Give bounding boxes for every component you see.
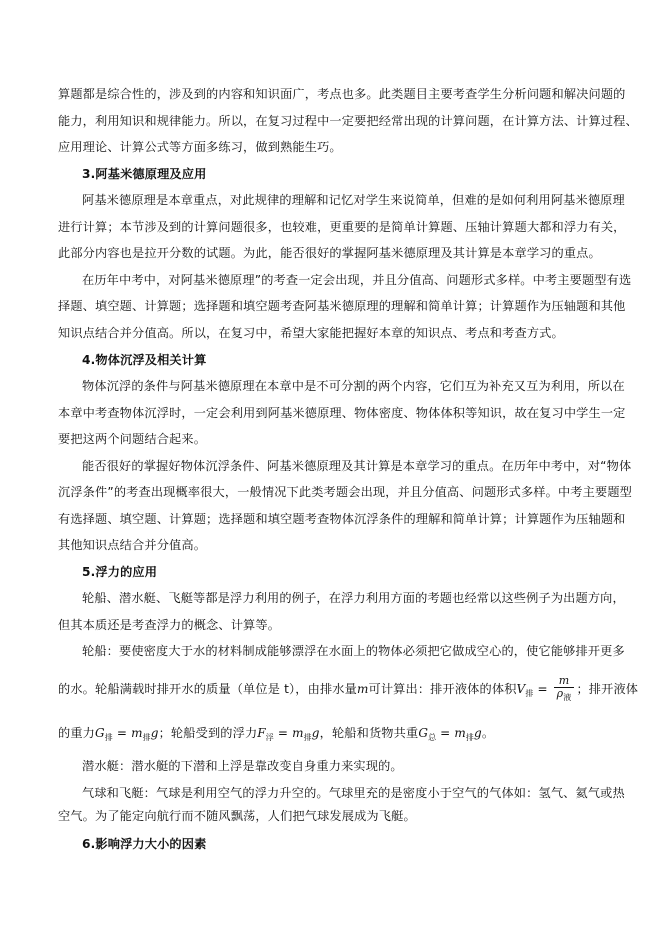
formula-line-weight: [58, 725, 606, 746]
equals-sign: =: [436, 726, 455, 740]
subscript: 排: [104, 733, 113, 742]
symbol-F: F: [257, 726, 266, 740]
text-run: ，轮船和货物共重: [319, 726, 419, 740]
formula-line-volume: [58, 674, 639, 704]
subscript: 排: [142, 733, 151, 742]
text-run: ；排开液体: [576, 682, 639, 696]
text-line: 空气。为了能定向航行而不随风飘荡，人们把气球发展成为飞艇。: [58, 809, 416, 823]
text-run: ；轮船受到的浮力: [158, 726, 258, 740]
symbol-m: m: [131, 726, 143, 740]
text-line: 在历年中考中，对阿基米德原理”的考查一定会出现，并且分值高、问题形式多样。中考主要题型有选: [82, 273, 632, 287]
text-line: 阿基米德原理是本章重点，对此规律的理解和记忆对学生来说简单，但难的是如何利用阿基米德原理: [82, 193, 625, 207]
text-line: 要把这两个问题结合起来。: [58, 432, 207, 446]
section-heading-4: 4.物体沉浮及相关计算: [82, 353, 207, 367]
fraction-denominator: [554, 688, 575, 704]
text-line: 有选择题、填空题、计算题；选择题和填空题考查物体沉浮条件的理解和简单计算；计算题作为压轴题和: [58, 512, 626, 526]
equals-sign: =: [533, 682, 552, 696]
section-heading-5: 5.浮力的应用: [82, 565, 158, 579]
text-line: 择题、填空题、计算题；选择题和填空题考查阿基米德原理的理解和简单计算；计算题作为压轴题和其他: [58, 299, 626, 313]
subscript: 排: [525, 689, 534, 698]
formula-G-displaced: [95, 726, 159, 740]
text-line: 进行计算；本节涉及到的计算问题很多，也较难，更重要的是简单计算题、压轴计算题大都和浮力有关，: [58, 220, 626, 234]
subscript: 浮: [265, 733, 274, 742]
equals-sign: =: [273, 726, 293, 740]
text-line: 能否很好的掌握好物体沉浮条件、阿基米德原理及其计算是本章学习的重点。在历年中考中，对“物体: [82, 459, 632, 473]
text-line: 本章中考查物体沉浮时，一定会利用到阿基米德原理、物体密度、物体体积等知识，故在复习中学生一定: [58, 406, 626, 420]
symbol-G: G: [418, 726, 429, 740]
symbol-m: m: [454, 726, 466, 740]
symbol-rho: ρ: [556, 687, 564, 700]
subscript: 排: [303, 733, 312, 742]
text-run: 。: [481, 726, 495, 740]
text-line: 沉浮条件”的考查出现概率很大，一般情况下此类考题会出现，并且分值高、问题形式多样。中考主要题型: [58, 485, 632, 499]
symbol-g: g: [150, 726, 159, 740]
text-line: 应用理论、计算公式等方面多练习，做到熟能生巧。: [58, 140, 342, 154]
text-line: 潜水艇：潜水艇的下潜和上浮是靠改变自身重力来实现的。: [82, 759, 403, 773]
symbol-V: V: [516, 682, 526, 696]
text-run: 的水。轮船满载时排开水的质量（单位是 t），由排水量: [58, 682, 357, 696]
subscript: 排: [465, 733, 475, 742]
section-heading-6: 6.影响浮力大小的因素: [82, 837, 207, 851]
subscript: 液: [563, 693, 572, 702]
text-line: 其他知识点结合并分值高。: [58, 538, 207, 552]
text-line: 轮船：要使密度大于水的材料制成能够漂浮在水面上的物体必须把它做成空心的，使它能够排开更多: [82, 644, 625, 658]
text-line: 轮船、潜水艇、飞艇等都是浮力利用的例子，在浮力利用方面的考题也经常以这些例子为出题方向，: [82, 591, 625, 605]
symbol-m: m: [356, 682, 369, 696]
section-heading-3: 3.阿基米德原理及应用: [82, 167, 207, 181]
text-line: 算题都是综合性的，涉及到的内容和知识面广，考点也多。此类题目主要考查学生分析问题和解决问题的: [58, 87, 626, 101]
fraction-numerator: m: [554, 675, 575, 688]
fraction: [554, 675, 575, 704]
text-line: 气球和飞艇：气球是利用空气的浮力升空的。气球里充的是密度小于空气的气体如：氢气、氦气或热: [82, 786, 625, 800]
symbol-g: g: [474, 726, 482, 740]
symbol-g: g: [311, 726, 320, 740]
text-line: 能力，利用知识和规律能力。所以，在复习过程中一定要把经常出现的计算问题，在计算方法、计算过程、: [58, 114, 638, 128]
formula-buoyancy: [257, 726, 319, 740]
text-line: 此部分内容也是拉开分数的试题。为此，能否很好的掌握阿基米德原理及其计算是本章学习的重点。: [58, 246, 601, 260]
text-line: 但其本质还是考查浮力的概念、计算等。: [58, 618, 281, 632]
formula-volume: [517, 682, 552, 696]
text-run: 可计算出：排开液体的体积: [368, 682, 517, 696]
symbol-m: m: [292, 726, 304, 740]
symbol-G: G: [95, 726, 105, 740]
formula-total-weight: [418, 726, 482, 740]
text-line: 物体沉浮的条件与阿基米德原理在本章中是不可分割的两个内容，它们互为补充又互为利用，所以在: [82, 379, 625, 393]
text-run: 的重力: [58, 726, 96, 740]
subscript: 总: [428, 733, 437, 742]
text-line: 知识点结合并分值高。所以，在复习中，希望大家能把握好本章的知识点、考点和考查方式。: [58, 326, 564, 340]
equals-sign: =: [112, 726, 132, 740]
